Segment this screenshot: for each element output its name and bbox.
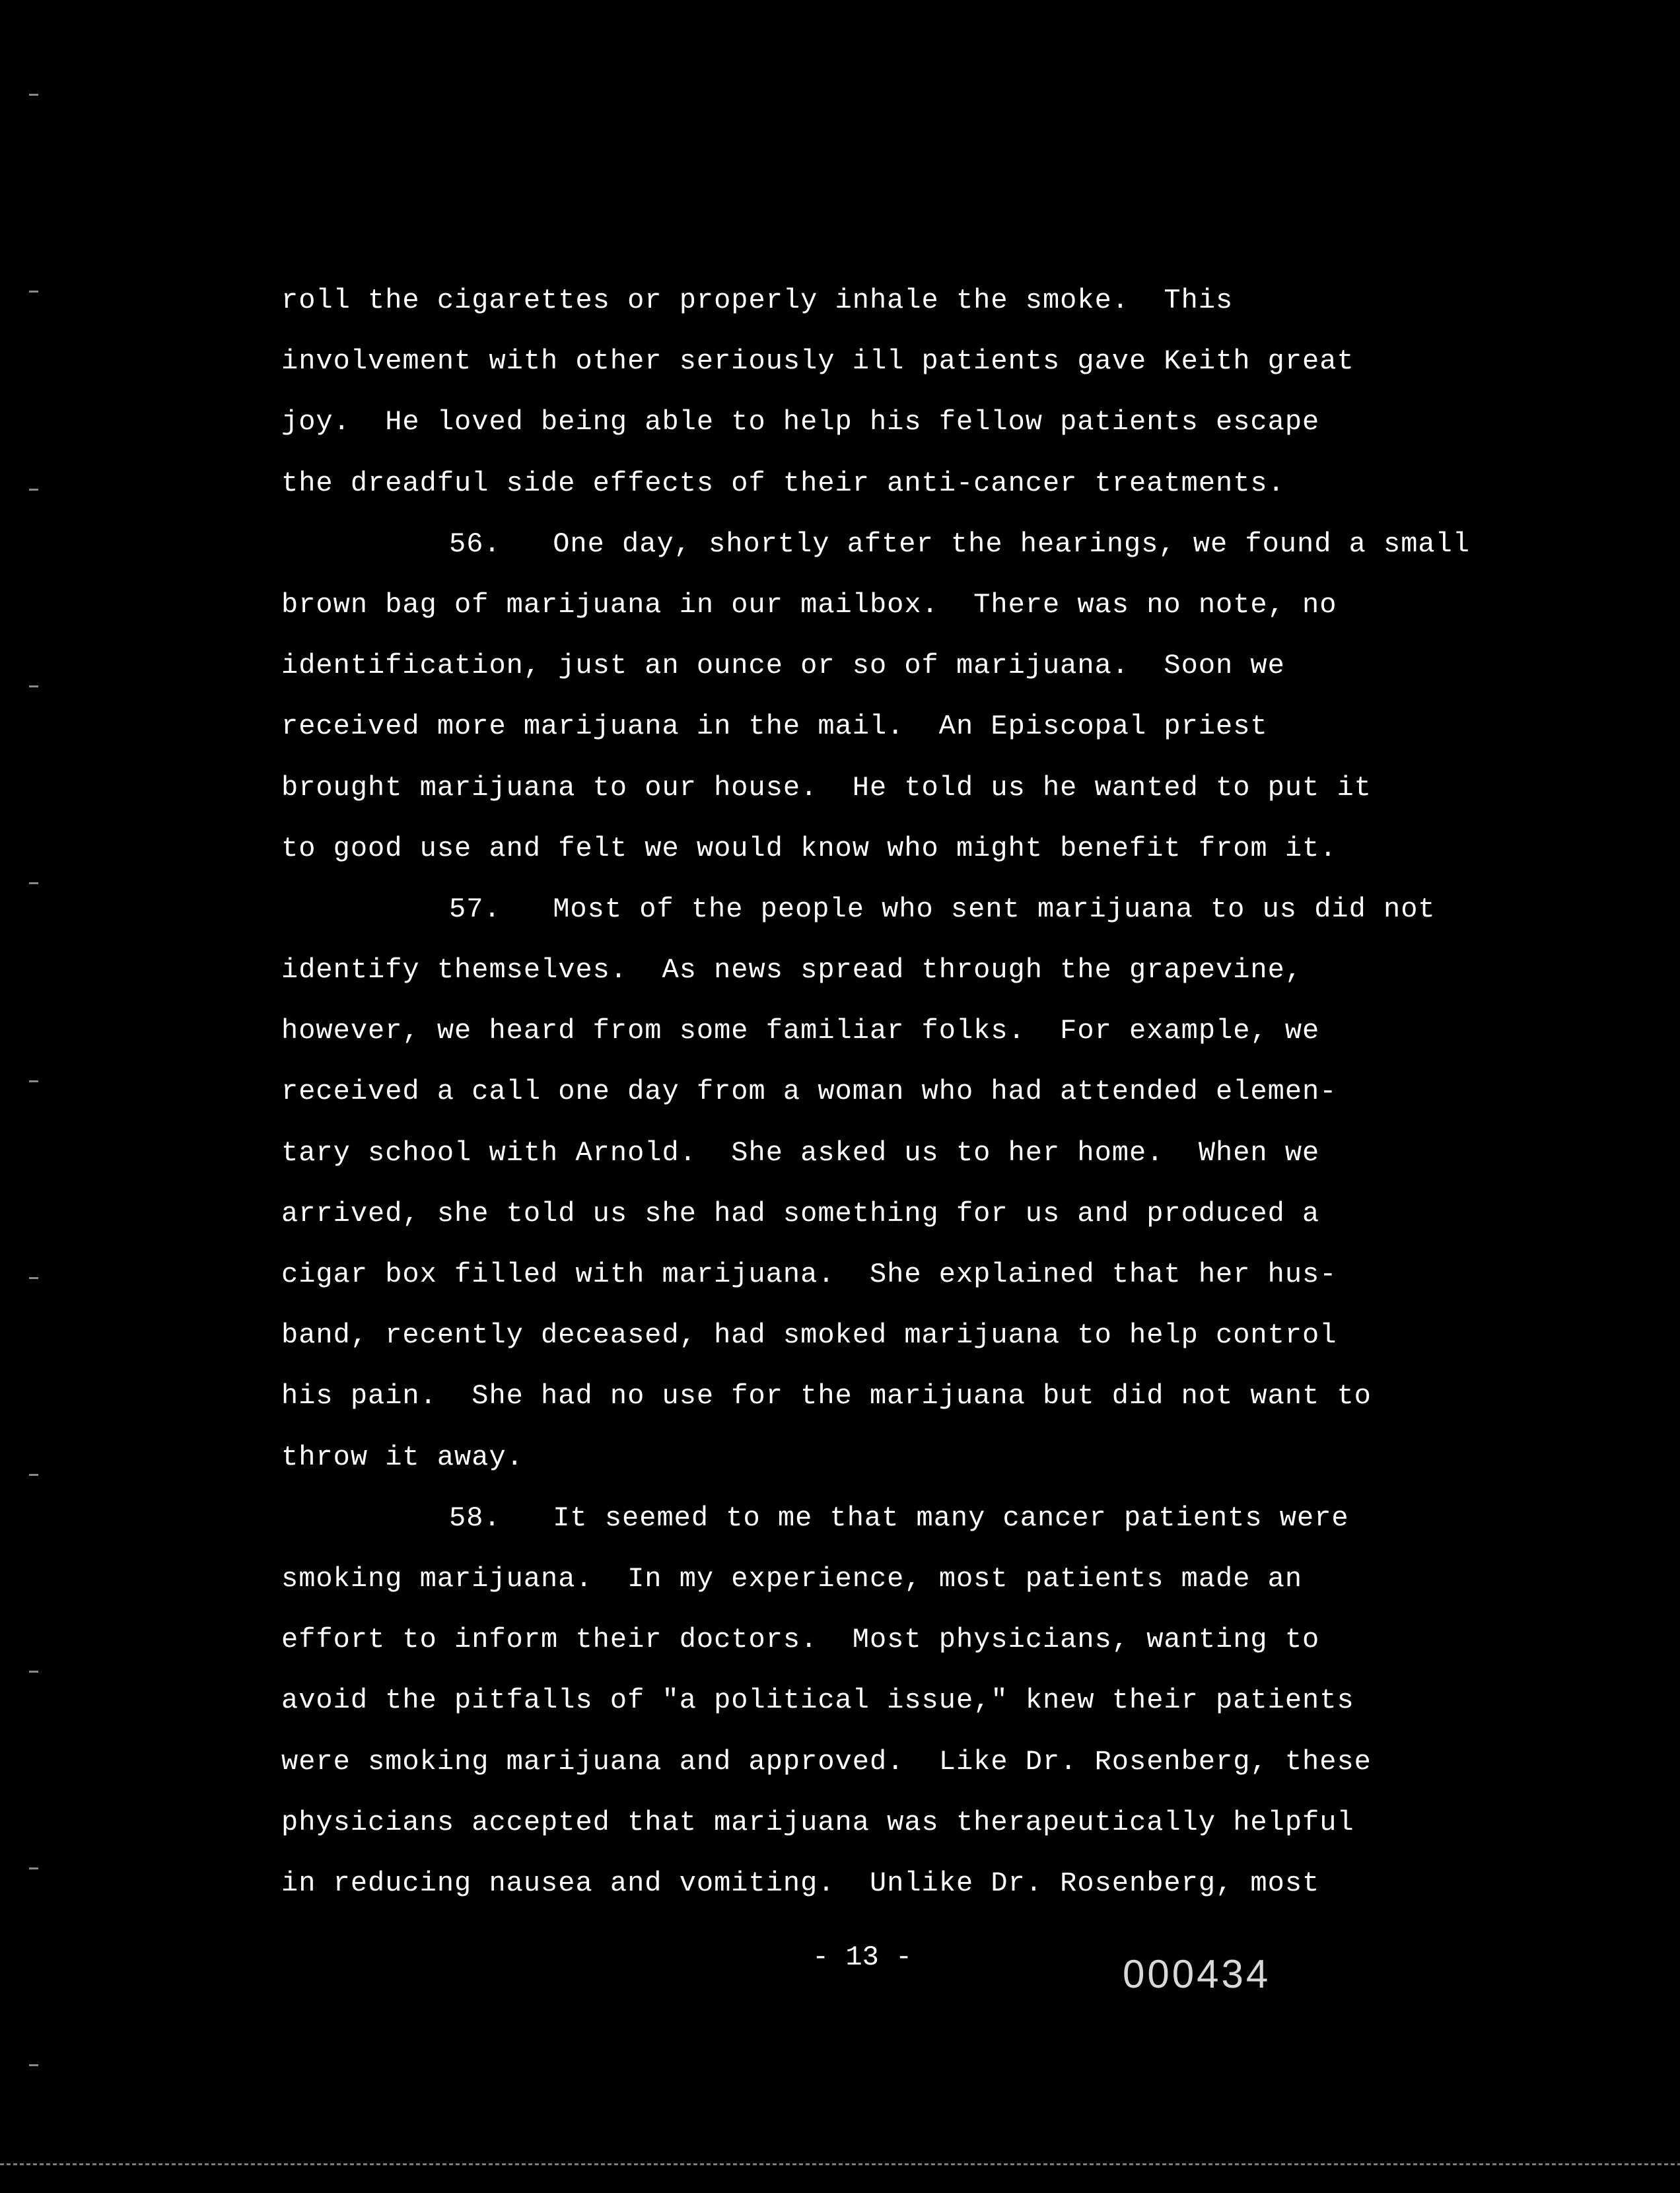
page-number: - 13 - [812,1941,913,1973]
text-line: throw it away. [281,1441,524,1473]
text-line: arrived, she told us she had something for us and produced a [281,1197,1320,1230]
text-line: identify themselves. As news spread through the grapevine, [281,954,1303,987]
text-line: received more marijuana in the mail. An Episcopal priest [281,711,1268,743]
text-line: however, we heard from some familiar folks. For example, we [281,1015,1320,1047]
scan-speck [29,1671,38,1673]
text-line: brown bag of marijuana in our mailbox. There was no note, no [281,588,1337,621]
text-line: effort to inform their doctors. Most physicians, wanting to [281,1624,1320,1656]
text-line: in reducing nausea and vomiting. Unlike Dr. Rosenberg, most [281,1867,1320,1899]
text-line: involvement with other seriously ill patients gave Keith great [281,345,1354,378]
paragraph-58-start: 58. It seemed to me that many cancer patients were [449,1502,1349,1534]
text-line: band, recently deceased, had smoked marijuana to help control [281,1319,1337,1352]
scan-speck [29,94,38,96]
text-line: tary school with Arnold. She asked us to her home. When we [281,1136,1320,1169]
text-line: joy. He loved being able to help his fellow patients escape [281,406,1320,438]
scan-speck [29,291,38,293]
text-line: identification, just an ounce or so of marijuana. Soon we [281,650,1285,682]
scan-speck [29,1277,38,1279]
text-line: his pain. She had no use for the marijuana but did not want to [281,1380,1372,1412]
body-text [281,270,1589,1914]
paragraph-57-start: 57. Most of the people who sent marijuana to us did not [449,893,1436,925]
text-line: received a call one day from a woman who had attended elemen- [281,1076,1337,1108]
scan-speck [29,882,38,884]
text-line: roll the cigarettes or properly inhale the smoke. This [281,285,1234,316]
text-line: to good use and felt we would know who might benefit from it. [281,832,1337,864]
text-line: cigar box filled with marijuana. She explained that her hus- [281,1259,1337,1290]
bates-number: 000434 [1123,1952,1271,1996]
text-line: brought marijuana to our house. He told us he wanted to put it [281,771,1372,804]
scan-speck [29,2064,38,2066]
scan-speck [29,1080,38,1082]
text-line: the dreadful side effects of their anti-cancer treatments. [281,467,1285,499]
scan-speck [29,1867,38,1869]
scan-speck [29,489,38,491]
text-line: avoid the pitfalls of "a political issue," knew their patients [281,1685,1354,1717]
paragraph-56-start: 56. One day, shortly after the hearings, we found a small [449,528,1471,560]
scan-bottom-edge [0,2163,1680,2165]
scan-speck [29,685,38,687]
text-line: smoking marijuana. In my experience, most patients made an [281,1562,1303,1595]
text-line: were smoking marijuana and approved. Like Dr. Rosenberg, these [281,1745,1372,1778]
text-line: physicians accepted that marijuana was therapeutically helpful [281,1806,1354,1838]
scan-speck [29,1474,38,1476]
